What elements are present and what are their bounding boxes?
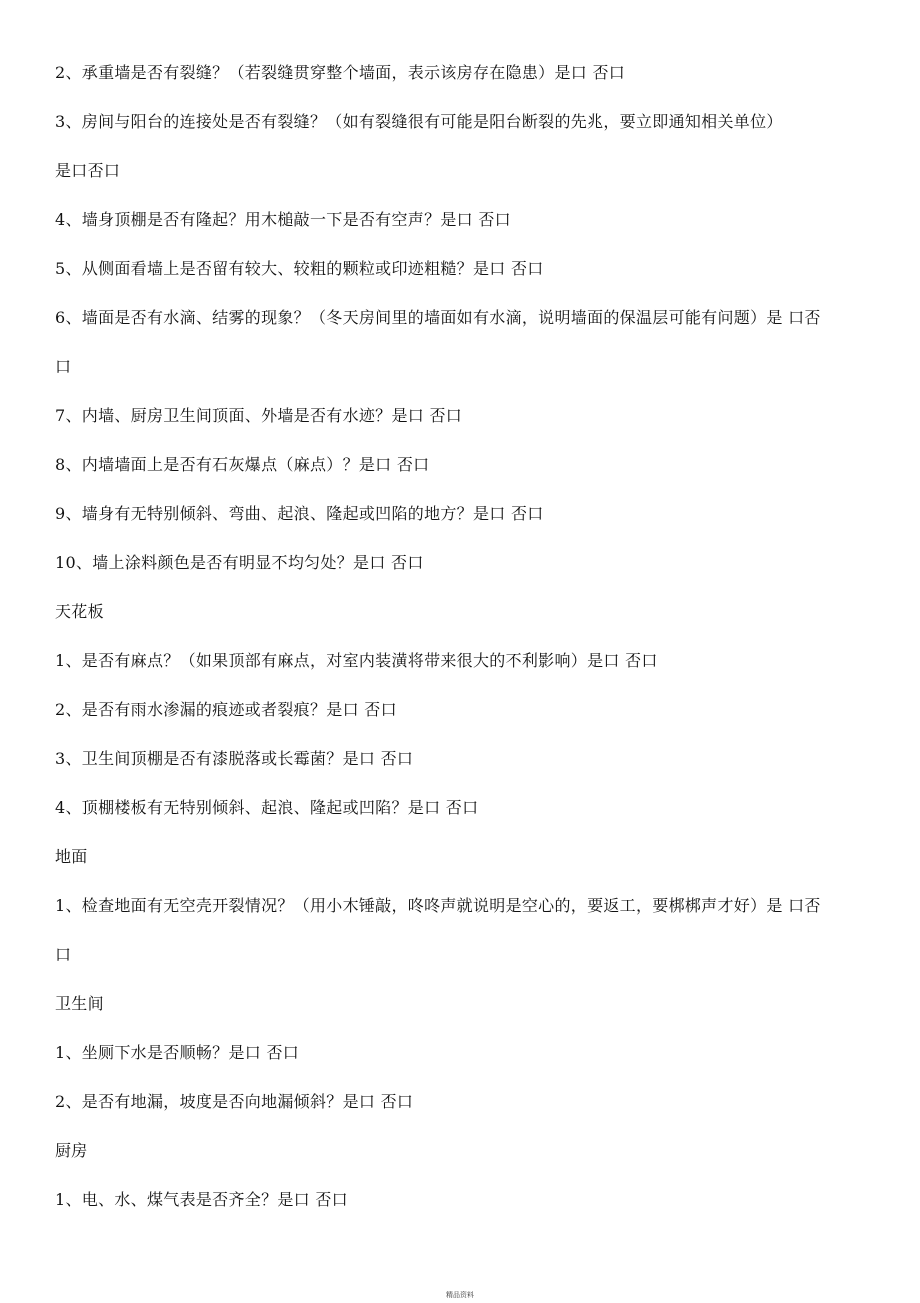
floor-item-1-continued: 口 — [55, 945, 72, 964]
section-heading-floor: 地面 — [55, 847, 88, 866]
bathroom-item-1: 1、坐厕下水是否顺畅？是口 否口 — [55, 1043, 300, 1062]
wall-item-2: 2、承重墙是否有裂缝？（若裂缝贯穿整个墙面，表示该房存在隐患）是口 否口 — [55, 63, 626, 82]
wall-item-4: 4、墙身顶棚是否有隆起？用木槌敲一下是否有空声？是口 否口 — [55, 210, 511, 229]
wall-item-8: 8、内墙墙面上是否有石灰爆点（麻点）？是口 否口 — [55, 455, 430, 474]
wall-item-6: 6、墙面是否有水滴、结雾的现象？（冬天房间里的墙面如有水滴，说明墙面的保温层可能有问题）是 口否 — [55, 308, 821, 327]
wall-item-9: 9、墙身有无特别倾斜、弯曲、起浪、隆起或凹陷的地方？是口 否口 — [55, 504, 544, 523]
ceiling-item-2: 2、是否有雨水渗漏的痕迹或者裂痕？是口 否口 — [55, 700, 397, 719]
wall-item-3-answer: 是口否口 — [55, 161, 121, 180]
ceiling-item-4: 4、顶棚楼板有无特别倾斜、起浪、隆起或凹陷？是口 否口 — [55, 798, 479, 817]
kitchen-item-1: 1、电、水、煤气表是否齐全？是口 否口 — [55, 1190, 348, 1209]
wall-item-6-continued: 口 — [55, 357, 72, 376]
wall-item-3: 3、房间与阳台的连接处是否有裂缝？（如有裂缝很有可能是阳台断裂的先兆，要立即通知相关单位） — [55, 112, 783, 131]
wall-item-5: 5、从侧面看墙上是否留有较大、较粗的颗粒或印迹粗糙？是口 否口 — [55, 259, 544, 278]
wall-item-7: 7、内墙、厨房卫生间顶面、外墙是否有水迹？是口 否口 — [55, 406, 463, 425]
wall-item-10: 10、墙上涂料颜色是否有明显不均匀处？是口 否口 — [55, 553, 424, 572]
section-heading-kitchen: 厨房 — [55, 1141, 88, 1160]
ceiling-item-1: 1、是否有麻点？（如果顶部有麻点，对室内装潢将带来很大的不利影响）是口 否口 — [55, 651, 658, 670]
bathroom-item-2: 2、是否有地漏，坡度是否向地漏倾斜？是口 否口 — [55, 1092, 414, 1111]
ceiling-item-3: 3、卫生间顶棚是否有漆脱落或长霉菌？是口 否口 — [55, 749, 414, 768]
section-heading-bathroom: 卫生间 — [55, 994, 104, 1013]
page-footer: 精品资料 — [446, 1291, 474, 1299]
section-heading-ceiling: 天花板 — [55, 602, 104, 621]
floor-item-1: 1、检查地面有无空壳开裂情况？（用小木锤敲，咚咚声就说明是空心的，要返工，要梆梆声才好）是 口否 — [55, 896, 821, 915]
